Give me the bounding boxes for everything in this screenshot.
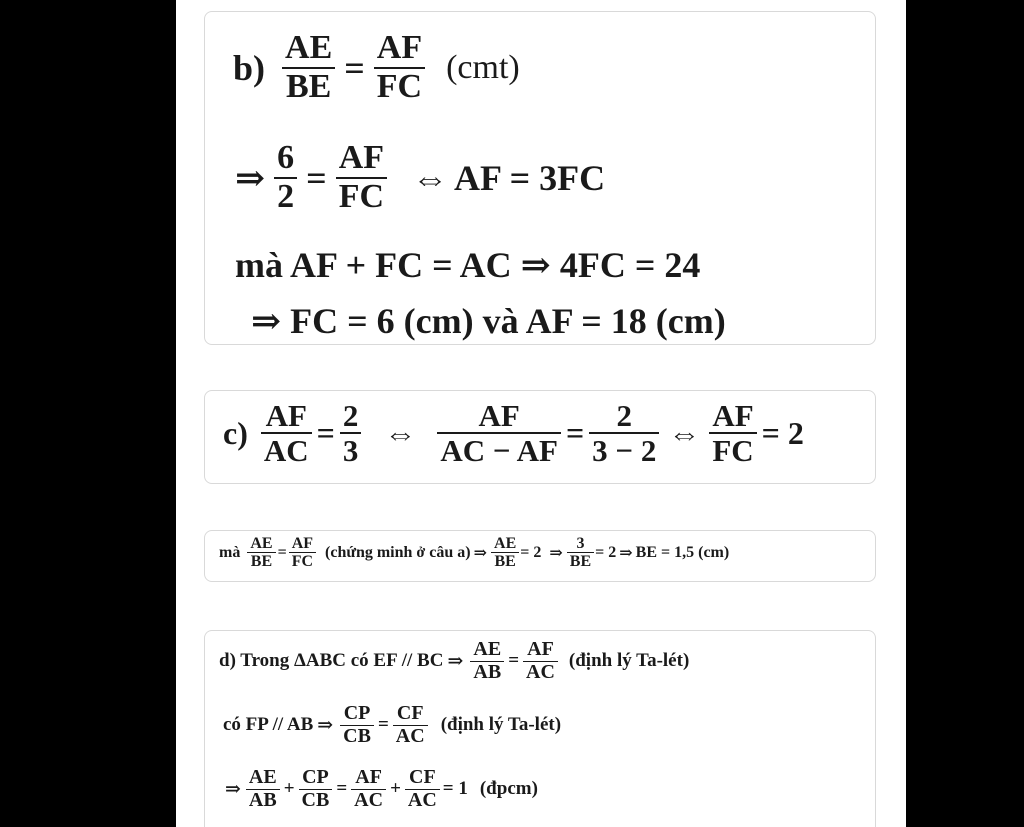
solution-part-c bbox=[204, 390, 876, 484]
part-d-line-2 bbox=[223, 703, 561, 747]
equals-sign: = bbox=[316, 414, 335, 451]
numerator: AF bbox=[291, 535, 314, 552]
numerator: AF bbox=[376, 29, 423, 66]
fraction-ae-ab bbox=[246, 767, 280, 811]
fraction-af-fc bbox=[336, 140, 387, 215]
fraction-af-ac bbox=[351, 767, 386, 811]
numerator: AF bbox=[712, 398, 754, 433]
note-cmt: (cmt) bbox=[446, 48, 520, 86]
numerator: CP bbox=[343, 702, 371, 724]
equals-two: = 2 bbox=[520, 543, 542, 561]
denominator: 3 − 2 bbox=[592, 433, 657, 469]
part-b-line-2 bbox=[235, 140, 605, 215]
numerator: 2 bbox=[342, 398, 359, 433]
fraction-ae-be bbox=[247, 535, 275, 571]
equals-sign: = bbox=[508, 650, 520, 672]
numerator: AF bbox=[338, 139, 385, 176]
implies-arrow: ⇒ bbox=[473, 544, 488, 562]
part-c-label: c) bbox=[223, 414, 248, 451]
numerator: 6 bbox=[277, 139, 295, 176]
denominator: FC bbox=[712, 433, 754, 469]
equals-sign: = bbox=[565, 414, 585, 451]
numerator: AE bbox=[473, 638, 502, 660]
denominator: 3 bbox=[342, 433, 359, 469]
fraction-af-fc bbox=[289, 535, 316, 571]
fraction-cp-cb bbox=[299, 767, 333, 811]
fraction-ae-be bbox=[282, 30, 335, 105]
part-d-line-3 bbox=[225, 767, 538, 811]
part-d-line-2-lead: có FP // AB bbox=[223, 714, 314, 736]
equals-two: = 2 bbox=[761, 414, 804, 451]
implies-arrow: ⇒ bbox=[619, 544, 633, 562]
denominator: FC bbox=[338, 177, 385, 215]
numerator: AE bbox=[285, 29, 333, 66]
denominator: CB bbox=[301, 788, 330, 811]
implies-arrow: ⇒ bbox=[317, 714, 334, 736]
part-b-line-1 bbox=[233, 30, 520, 105]
iff-arrow: ⇔ bbox=[412, 157, 449, 198]
fraction-cf-ac bbox=[393, 703, 428, 747]
fraction-af-fc bbox=[374, 30, 425, 105]
fraction-2-3 bbox=[340, 399, 362, 468]
denominator: FC bbox=[291, 553, 314, 571]
solution-part-d bbox=[204, 630, 876, 827]
iff-arrow: ⇔ bbox=[384, 414, 417, 451]
implies-arrow: ⇒ bbox=[235, 157, 266, 198]
denominator: BE bbox=[569, 553, 592, 571]
equals-two: = 2 bbox=[595, 543, 617, 561]
equals-sign: = bbox=[277, 543, 287, 561]
equals-sign: = bbox=[377, 714, 389, 736]
fraction-ae-ab bbox=[470, 639, 504, 683]
numerator: AF bbox=[527, 638, 554, 660]
part-b-label: b) bbox=[233, 47, 266, 88]
part-b-line-4: ⇒ FC = 6 (cm) và AF = 18 (cm) bbox=[251, 301, 726, 341]
implies-arrow: ⇒ bbox=[447, 650, 464, 672]
denominator: AC − AF bbox=[440, 433, 558, 469]
equals-sign: = bbox=[306, 157, 327, 198]
denominator: BE bbox=[494, 553, 516, 571]
denominator: AB bbox=[248, 788, 277, 811]
plus-sign: + bbox=[390, 778, 401, 800]
iff-arrow: ⇔ bbox=[668, 414, 701, 451]
note-proof-part-a: (chứng minh ở câu a) bbox=[325, 543, 471, 561]
denominator: 2 bbox=[277, 177, 295, 215]
part-c-line bbox=[223, 399, 804, 468]
fraction-af-ac bbox=[523, 639, 558, 683]
fraction-af-fc bbox=[709, 399, 756, 468]
note-qed: (đpcm) bbox=[479, 778, 538, 800]
denominator: AC bbox=[354, 788, 384, 811]
numerator: AF bbox=[478, 398, 520, 433]
implies-arrow: ⇒ bbox=[225, 778, 241, 800]
numerator: CF bbox=[396, 702, 424, 724]
denominator: AC bbox=[526, 660, 555, 683]
fraction-2-over-3-minus-2 bbox=[589, 399, 659, 468]
note-thales: (định lý Ta-lét) bbox=[440, 714, 562, 736]
equals-sign: = bbox=[344, 47, 365, 88]
plus-sign: + bbox=[283, 778, 295, 800]
solution-part-b bbox=[204, 11, 876, 345]
denominator: AB bbox=[473, 660, 502, 683]
result-be: BE = 1,5 (cm) bbox=[635, 543, 730, 561]
numerator: AF bbox=[355, 766, 382, 788]
fraction-af-ac-minus-af bbox=[437, 399, 561, 468]
part-d-line-1 bbox=[219, 639, 689, 683]
fraction-cf-ac bbox=[405, 767, 440, 811]
document-page bbox=[176, 0, 906, 827]
denominator: AC bbox=[395, 724, 425, 747]
numerator: CF bbox=[409, 766, 436, 788]
part-c-continued-line bbox=[219, 535, 729, 571]
denominator: AC bbox=[263, 433, 309, 469]
part-d-lead: d) Trong ΔABC có EF // BC bbox=[219, 650, 444, 672]
denominator: CB bbox=[343, 724, 371, 747]
fraction-6-2 bbox=[274, 140, 297, 215]
note-thales: (định lý Ta-lét) bbox=[568, 650, 690, 672]
result-af-3fc: AF = 3FC bbox=[454, 157, 606, 198]
fraction-cp-cb bbox=[340, 703, 374, 747]
numerator: AF bbox=[265, 398, 307, 433]
lead-word: mà bbox=[219, 543, 241, 561]
numerator: AE bbox=[248, 766, 277, 788]
denominator: BE bbox=[285, 67, 332, 105]
solution-part-c-continued bbox=[204, 530, 876, 582]
denominator: BE bbox=[250, 553, 273, 571]
numerator: CP bbox=[302, 766, 329, 788]
fraction-af-ac bbox=[261, 399, 312, 468]
numerator: 2 bbox=[616, 398, 632, 433]
numerator: 3 bbox=[576, 535, 585, 552]
numerator: AE bbox=[494, 535, 517, 552]
implies-arrow: ⇒ bbox=[549, 544, 563, 562]
numerator: AE bbox=[250, 535, 273, 552]
equals-one: = 1 bbox=[442, 778, 468, 800]
fraction-ae-be bbox=[491, 535, 519, 571]
part-b-line-3: mà AF + FC = AC ⇒ 4FC = 24 bbox=[235, 245, 701, 285]
equals-sign: = bbox=[336, 778, 348, 800]
denominator: FC bbox=[376, 67, 423, 105]
fraction-3-be bbox=[567, 535, 594, 571]
denominator: AC bbox=[407, 788, 437, 811]
